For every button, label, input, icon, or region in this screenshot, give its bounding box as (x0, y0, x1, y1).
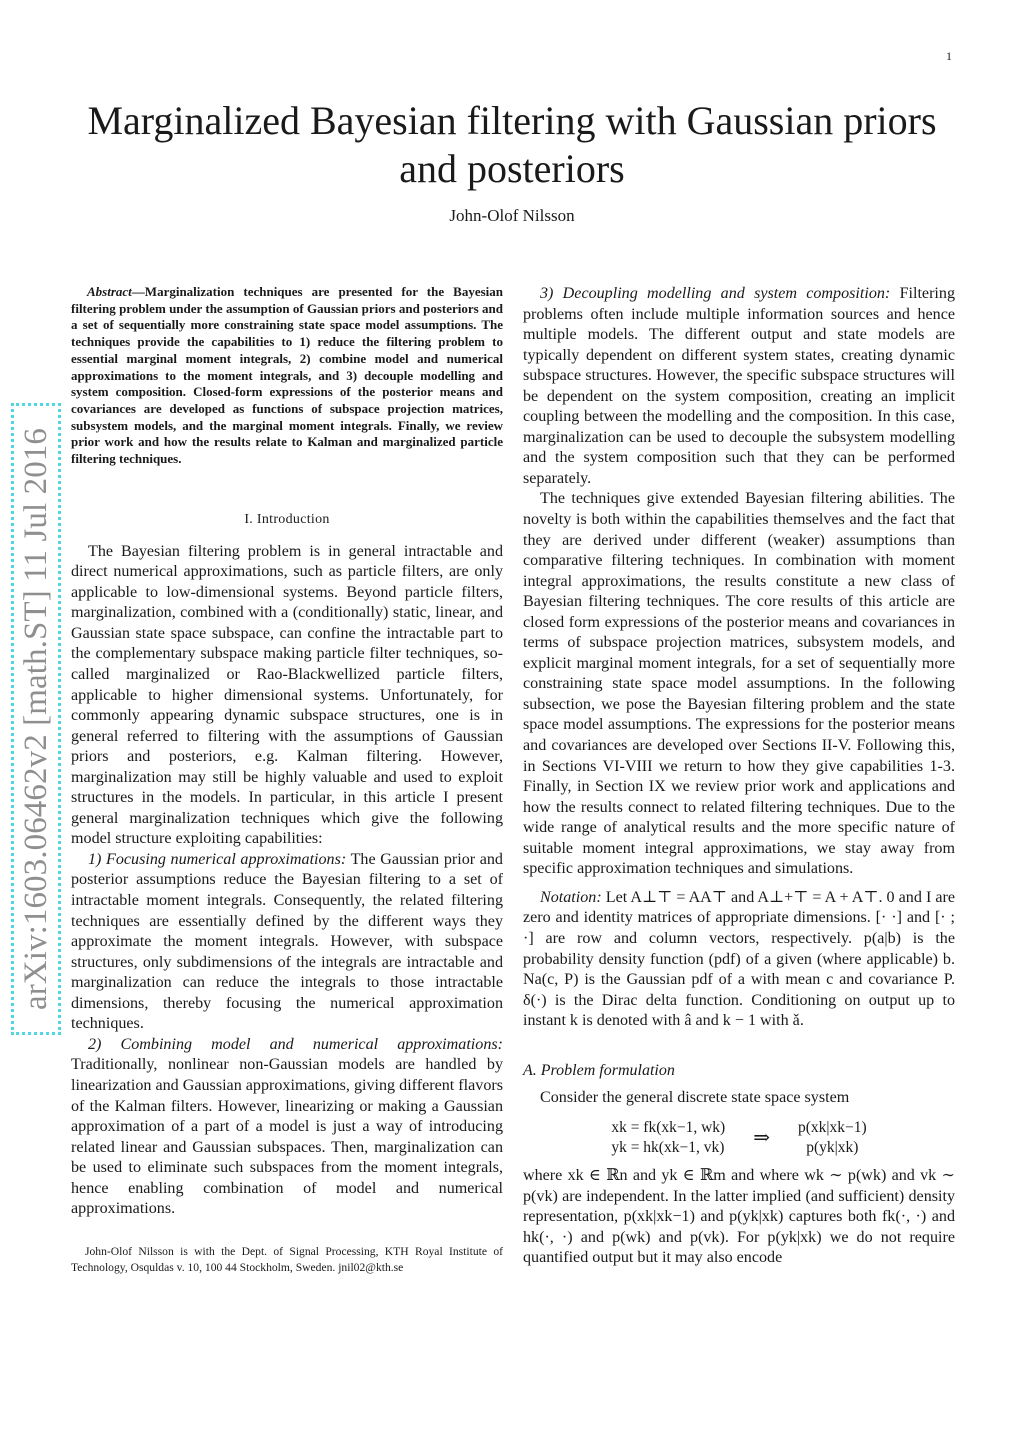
where-paragraph: where xk ∈ ℝn and yk ∈ ℝm and where wk ∼ p(wk) and vk ∼ p(vk) are independent. In the latter implied (and sufficient) density representation, p(xk|xk−1) and p(yk|xk) captures both fk(·, ·) and hk(·, ·) and p(wk) and p(vk). For p(yk|xk) we do not require quantified output but it may also encode (523, 1167, 955, 1267)
capability-3-lead: 3) Decoupling modelling and system composition: (540, 285, 891, 302)
subsection-heading-problem-formulation: A. Problem formulation (523, 1061, 675, 1079)
notation-lead: Notation: (540, 888, 602, 906)
equation-output-model: yk = hk(xk−1, vk) (611, 1139, 725, 1157)
capability-3-text: Filtering problems often include multiple information sources and hence multiple models. The different output and state models are typically dependent on different system states, creating dynamic subspace structures. However, the specific subspace structures will be dependent on the system composition, creating an implicit coupling between the modelling and the composition. In this case, marginalization can be used to decouple the subsystem modelling and the system composition such that they can be performed separately. (523, 285, 955, 487)
capability-3-paragraph (523, 284, 955, 489)
capability-1-lead: 1) Focusing numerical approximations: (88, 850, 347, 868)
abstract-text: —Marginalization techniques are presented for the Bayesian filtering problem under the assumption of Gaussian priors and posteriors and a set of sequentially more constraining state space model assumptions. The techniques provide the capabilities to 1) reduce the filtering problem to essential marginal moment integrals, 2) combine model and numerical approximations to the moment integrals, and 3) decouple modelling and system composition. Closed-form expressions of the posterior means and covariances are developed as functions of subspace projection matrices, subsystem models, and the marginal moment integrals. Finally, we review prior work and how the results relate to Kalman and marginalized particle filtering techniques. (71, 284, 503, 467)
paper-author: John-Olof Nilsson (449, 206, 575, 225)
notation-paragraph (523, 888, 955, 1032)
notation-text: Let A⊥⊤ = AA⊤ and A⊥+⊤ = A + A⊤. 0 and I are zero and identity matrices of appropriate dimensions. [· ·] and [· ; ·] are row and column vectors, respectively. p(a|b) is the probability density function (pdf) of a given (where applicable) b. Na(c, P) is the Gaussian pdf of a with mean c and covariance P. δ(·) is the Dirac delta function. Conditioning on output up to instant k is denoted with â and k − 1 with ǎ. (523, 888, 955, 1030)
equation-rhs (798, 1118, 867, 1158)
novelty-paragraph: The techniques give extended Bayesian filtering abilities. The novelty is both within the capabilities themselves and the fact that they are derived under different (weaker) assumptions than comparative filtering techniques. In combination with moment integral approximations, the results constitute a new class of Bayesian filtering techniques. The core results of this article are closed form expressions of the posterior means and covariances in terms of subspace projection matrices, subsystem models, and explicit marginal moment integrals, for a set of sequentially more constraining state space model assumptions. In the following subsection, we pose the Bayesian filtering problem and the state space model assumptions. The expressions for the posterior means and covariances are developed over Sections II-V. Following this, in Sections VI-VIII we return to how they give capabilities 1-3. Finally, in Section IX we review prior work and applications and how the results connect to related filtering techniques. Due to the wide range of analytical results and the more specific nature of suitable moment integral approximations, we stay away from specific approximation techniques and simulations. (523, 490, 955, 878)
capability-1-text: The Gaussian prior and posterior assumptions reduce the Bayesian filtering to a set of intractable moment integrals. Consequently, the related filtering techniques are essentially defined by the different ways they approximate the moment integrals. However, with subspace structures, only subdimensions of the integrals are intractable and marginalization can reduce the integrals to those intractable dimensions, thereby focusing the numerical approximation techniques. (71, 850, 503, 1033)
capability-2-text: Traditionally, nonlinear non-Gaussian models are handled by linearization and Gaussian approximations, giving different flavors of the Kalman filters. However, linearizing or making a Gaussian approximation of a part of a model is just a way of introducing related linear and Gaussian subspaces. Then, marginalization can be used to eliminate such subspaces from the moment integrals, hence enabling combination of model and numerical approximations. (71, 1056, 503, 1218)
left-column (71, 284, 503, 1277)
state-space-equation (523, 1118, 955, 1158)
capability-2-paragraph (71, 1035, 503, 1220)
consider-sentence: Consider the general discrete state space system (540, 1088, 850, 1106)
intro-paragraph: The Bayesian filtering problem is in general intractable and direct numerical approximations, such as particle filters, are only applicable to low-dimensional systems. Beyond particle filters, marginalization, combined with a (conditionally) static, linear, and Gaussian state space subspace, can confine the intractable part to the complementary subspace making particle filter techniques, so-called marginalized or Rao-Blackwellized particle filters, applicable to higher dimensional systems. Unfortunately, for commonly appearing dynamic subspace structures, one is in general referred to filtering with the assumptions of Gaussian priors and posteriors, e.g. Kalman filtering. However, marginalization may still be highly valuable and used to exploit structures in the models. In particular, in this article I present general marginalization techniques which give the following model structure exploiting capabilities: (71, 542, 503, 848)
equation-output-density: p(yk|xk) (806, 1139, 859, 1157)
page-number: 1 (946, 49, 952, 63)
equation-state-model: xk = fk(xk−1, wk) (611, 1119, 726, 1137)
equation-state-density: p(xk|xk−1) (798, 1119, 867, 1137)
equation-lhs (611, 1118, 725, 1158)
abstract-lead: Abstract (87, 284, 132, 299)
right-column (523, 284, 955, 1269)
implies-arrow-icon: ⇒ (753, 1127, 770, 1150)
arxiv-identifier-stamp[interactable]: arXiv:1603.06462v2 [math.ST] 11 Jul 2016 (14, 406, 58, 1032)
abstract (71, 284, 503, 468)
capability-1-paragraph (71, 850, 503, 1035)
author-affiliation-footnote: John-Olof Nilsson is with the Dept. of Signal Processing, KTH Royal Institute of Technology, Osquldas v. 10, 100 44 Stockholm, Sweden. jnil02@kth.se (71, 1244, 503, 1275)
section-heading-introduction: I. Introduction (244, 511, 330, 527)
capability-2-lead: 2) Combining model and numerical approximations: (88, 1035, 503, 1053)
paper-title: Marginalized Bayesian filtering with Gaussian priors and posteriors (87, 98, 937, 191)
